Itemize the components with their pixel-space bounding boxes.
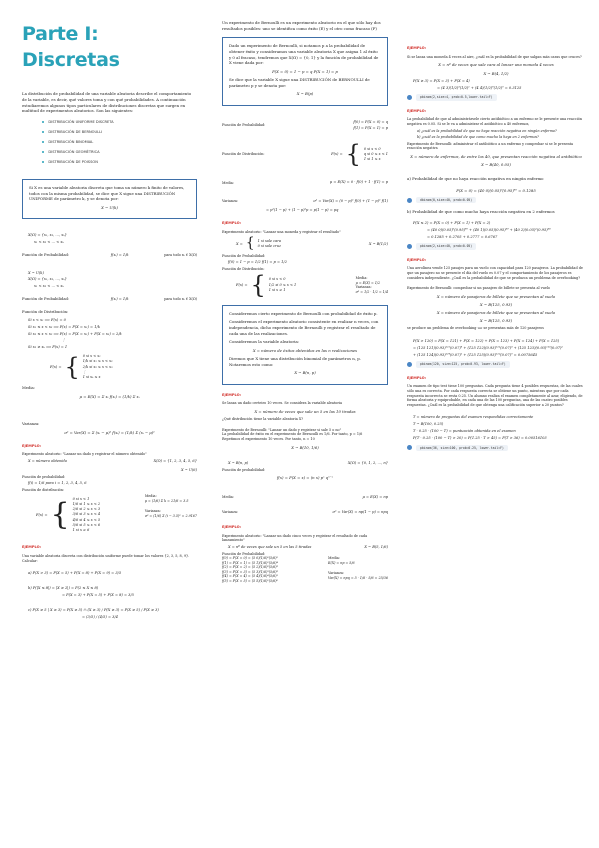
distribution-list: [42, 120, 197, 165]
example-label: EJEMPLO:: [222, 392, 242, 397]
intro-paragraph: La distribución de probabilidad de una variable aleatoria describe el comportamiento de la variable, es decir, qué valores toma y con qué probabilidades. A continuación estudiaremos algunos tipos particulares de distribuciones discretas que surgen en multitud de experimentos aleatorios. Son las siguientes:: [22, 91, 192, 114]
column-3: EJEMPLO: Si se lanza una moneda 4 veces al aire, ¿cuál es la probabilidad de que salgan más caras que cruces? X = nº de veces que sale cara al lanzar una moneda 4 veces X ~ B(4, 1/2) P(X ≥ 3) = P(X = 3) + P(X = 4) = (4 3)(1/2)³(1/2)¹ + (4 4)(1/2)⁴(1/2)⁰ = 0.3125 pbinom(2,size=4, prob=0.5,lower.tail=F) EJEMPLO: La probabilidad de que al administrársele cierto antibiótico a un enfermo se le presente una reacción negativa es 0.05. Si se le va a administrar el antibiótico a 40 enfermos, a) ¿cuál es la probabilidad de que no haya reacción negativa en ningún enfermo? b) ¿cuál es la probabilidad de que como mucho la haya en 2 enfermos? Experimento de Bernoulli: administrar el antibiótico a un enfermo y comprobar si se le presenta reacción negativa X = número de enfermos, de entre los 40, que presentan reacción negativa al antibiótico X ~ B(40, 0.05) a) Probabilidad de que no haya reacción negativa en ningún enfermo P(X = 0) = (40 0)(0.05)⁰(0.95)⁴⁰ = 0.1285 dbinom(0,size=40, prob=0.05) b) Probabilidad de que como mucho haya reacción negativa en 2 enfermos P(X ≤ 2) = P(X = 0) + P(X = 1) + P(X = 2) = (40 0)(0.05)⁰(0.95)⁴⁰ + (40 1)(0.05)(0.95)³⁹ + (40 2)(0.05)²(0.95)³⁸ = 0.1285 + 0.2705 + 0.2777 = 0.6767 pbinom(2,size=40, prob=0.05) EJEMPLO: Una aerolínea vende 125 pasajes para un vuelo con capacidad para 120 pasajeros. La probabilidad de que un pasajero no se presente el día del vuelo es 0.07 y el comportamiento de los pasajeros es considera independiente. ¿Cuál es la probabilidad de que se produzca un problema de overbooking? Experimento de Bernoulli: comprobar si un pasajero de billete se presenta al vuelo X = número de pasajeros de billete que se presentan al vuelo X ~ B(125, 0.93) X = número de pasajeros de billete que se presentan al vuelo X ~ B(125, 0.93) se produce un problema de overbooking ⟺ se presentan más de 120 pasajeros P(X > 120) = P(X = 121) + P(X = 122) + P(X = 123) + P(X = 124) + P(X = 125) = (125 121)(0.93)¹²¹(0.07)⁴ + (125 122)(0.93)¹²²(0.07)³ + (125 123)(0.93)¹²³(0.07)² + (125 124)(0.93)¹²⁴(0.07)¹ + (125 125)(0.93)¹²⁵(0.07)⁰ = 0.0075645 pbinom(120, size=125, prob=0.93, lower.tail=F) EJEMPLO: Un examen de tipo test tiene 100 preguntas. Cada pregunta tiene 4 posibles respuestas, de las cuales sólo una es correcta. Por cada respuesta correcta se obtiene un punto, mientras que por cada respuesta incorrecta se resta 0.25. Un alumno realiza el examen completamente al azar, eligiendo, de forma aleatoria y equiprobable, en cada una de las 100 preguntas, una de las cuatro posibles respuestas. ¿Cuál es la probabilidad de que obtenga una calificación superior a 20 puntos? T = número de preguntas del examen respondidas correctamente T ~ B(100, 0.25) T · 0.25 · (100 − T) = puntuación obtenida en el examen P(T · 0.25 · (100 − T) > 20) = P(1.25 · T > 45) = P(T > 36) = 0.00516103 pbinom(36, size=100, prob=0.25, lower.tail=F): [407, 38, 585, 457]
example-label: EJEMPLO:: [407, 257, 427, 262]
example-label: EJEMPLO:: [407, 108, 427, 113]
list-item: DISTRIBUCIÓN GEOMÉTRICA: [42, 150, 197, 155]
r-icon: [407, 445, 412, 450]
bullet-icon: [42, 121, 44, 123]
bernoulli-mean: Media: μ = E(X) = 0 · f(0) + 1 · f(1) = p: [222, 180, 388, 185]
r-icon: [407, 95, 412, 100]
bernoulli-intro: Un experimento de Bernoulli es un experimento aleatorio en el que sólo hay dos resultados posibles: uno se identifica como éxito (E) y el otro como fracaso (F): [222, 20, 381, 31]
binomial-example-pmf: f(0) = P(X = 0) = (5 0)(1/6)⁰(5/6)⁵ f(1) = P(X = 1) = (5 1)(1/6)¹(5/6)⁴ f(2) = P(X = 2) = (5 2)(1/6)²(5/6)³ f(3) = P(X = 3) = (5 3)(1/6)³(5/6)² f(4) = P(X = 4) = (5 4)(1/6)⁴(5/6)¹ f(5) = P(X = 5) = (5 5)(1/6)⁵(5/6)⁰: [222, 556, 278, 583]
bullet-icon: [42, 141, 44, 143]
binomial-definition-box: Consideremos cierto experimento de Bernoulli con probabilidad de éxito p. Consideremos el experimento aleatorio consistente en realizar n veces, con independencia, dicho experimento de Bernoulli y registrar el resultado de cada una de las realizaciones. Consideremos la variable aleatoria: X = número de éxitos obtenidos en las n realizaciones Diremos que X tiene una distribución binomial de parámetros n, p. Notaremos esto como: X ~ B(n, p): [222, 305, 388, 385]
list-item: DISTRIBUCIÓN UNIFORME DISCRETA: [42, 120, 197, 125]
example-label: EJEMPLO:: [22, 443, 42, 448]
r-icon: [407, 198, 412, 203]
r-code-note: pbinom(120, size=125, prob=0.93, lower.tail=F): [407, 361, 585, 367]
column-1: Parte I: Discretas La distribución de probabilidad de una variable aleatoria describe el comportamiento de la variable, es decir, qué valores toma y con qué probabilidades. A continuación estudiaremos algunos tipos particulares de distribuciones discretas que surgen en multitud de experimentos aleatorios. Son las siguientes: DISTRIBUCIÓN UNIFORME DISCRETA DISTRIBUCIÓN DE BERNOULLI DISTRIBUCIÓN BINOMIAL DISTRIBUCIÓN GEOMÉTRICA DISTRIBUCIÓN DE POISSON Si X es una variable aleatoria discreta que toma un número k finito de valores, todos con la misma probabilidad, se dice que X sigue una DISTRIBUCIÓN UNIFORME de parámetro k, y se denota por: X ~ U(k) X(Ω) = {x₁, x₂, …, xₖ} x₁ < x₂ < … < xₖ Función de Probabilidad: f(xᵢ) = 1/k para todo xᵢ ∈ X(Ω) X ~ U(k) X(Ω) = {x₁, x₂, …, xₖ} x₁ < x₂ < … < xₖ Función de Probabilidad: f(xᵢ) = 1/k para todo xᵢ ∈ X(Ω) Función de Distribución: Si x < x₁ ⟹ F(x) = 0 Si x₁ ≤ x < x₂ ⟹ F(x) = P(X = x₁) = 1/k Si x₂ ≤ x < x₃ ⟹ F(x) = P(X = x₁) + P(X = x₂) = 2/k ⋮ Si x₂ ≥ xₖ ⟹ F(x) = 1 F(x) = { 0 si x < x₁ 1/k si x₁ ≤ x < x₂ 2/k si x₂ ≤ x < x₃ ⋮ 1 si xₖ ≤ x Media: μ = E(X) = Σ xᵢ f(xᵢ) = (1/k) Σ xᵢ Varianza: σ² = Var(X) = Σ (xᵢ − μ)² f(xᵢ) = (1/k) Σ (xᵢ − μ)² EJEMPLO: Experimento aleatorio: "Lanzar un dado y registrar el número obtenido" X = número obtenido X(Ω) = {1, 2, 3, 4, 5, 6} X ~ U(6) Función de probabilidad: f(i) = 1/6 para i = 1, 2, 3, 4, 5, 6 Función de distribución: F(x) = { 0 si x < 1 1/6 si 1 ≤ x < 2 2/6 si 2 ≤ x < 3 3/6 si 3 ≤ x < 4 4/6 si 4 ≤ x < 5 5/6 si 5 ≤ x < 6 1 si x ≥ 6 Media: μ = (1/6) Σ k = 21/6 = 3.5 Varianza: σ² = (1/6) Σ (i − 3.5)² = 2.9167 EJEMPLO: Una variable aleatoria discreta con distribución uniforme puede tomar los valores {2, 3, 5, 8, 9}. Calcular: a) P(X > 3) = P(X = 5) + P(X = 8) + P(X = 9) = 3/5 b) P(|X ≤ 8|) = |X ≥ 2|) = P(2 ≤ X ≤ 8) = P(X = 3) + P(X = 5) + P(X = 8) = 3/5 c) P(X ≥ 5 | X ≥ 3) = P(X ≥ 5) ∩ (X ≥ 3) / P(X ≥ 3) = P(X ≥ 5) / P(X ≥ 3) = (3/5) / (4/5) = 3/4: [22, 23, 197, 619]
uniform-mean: μ = E(X) = Σ xᵢ f(xᵢ) = (1/k) Σ xᵢ: [79, 394, 140, 400]
r-icon: [407, 244, 412, 249]
die-fx-cases: F(x) = { 0 si x < 1 1/6 si 1 ≤ x < 2 2/6 si 2 ≤ x < 3 3/6 si 3 ≤ x < 4 4/6 si 4 ≤ x < 5 5/6 si 5 ≤ x < 6 1 si x ≥ 6: [36, 496, 101, 533]
uniform-fp-row: Función de Probabilidad: f(xᵢ) = 1/k para todo xᵢ ∈ X(Ω): [22, 252, 197, 257]
r-icon: [407, 362, 412, 367]
uniform-fp2-row: Función de Probabilidad: f(xᵢ) = 1/k para todo xᵢ ∈ X(Ω): [22, 296, 197, 302]
r-code-note: dbinom(0,size=40, prob=0.05): [407, 197, 585, 203]
example-label: EJEMPLO:: [407, 46, 427, 50]
list-item: DISTRIBUCIÓN BINOMIAL: [42, 140, 197, 145]
r-code-note: pbinom(2,size=40, prob=0.05): [407, 243, 585, 249]
bernoulli-fp: Función de Probabilidad: f(0) = P(X = 0) = q f(1) = P(X = 1) = p: [222, 119, 388, 131]
example-label: EJEMPLO:: [222, 524, 242, 529]
r-code-note: pbinom(36, size=100, prob=0.25, lower.tail=F): [407, 445, 585, 451]
uniform-fd-lines: Si x < x₁ ⟹ F(x) = 0 Si x₁ ≤ x < x₂ ⟹ F(x) = P(X = x₁) = 1/k Si x₂ ≤ x < x₃ ⟹ F(x) = P(X = x₁) + P(X = x₂) = 2/k ⋮ Si x₂ ≥ xₖ ⟹ F(x) = 1: [28, 317, 122, 350]
bullet-icon: [42, 151, 44, 153]
bernoulli-variance: Varianza: σ² = Var(X) = (0 − p)² f(0) + (1 − p)² f(1): [222, 199, 388, 204]
bernoulli-definition-box: Dado un experimento de Bernoulli, si notamos p a la probabilidad de obtener éxito y consideramos una variable aleatoria X que asigna 1 al éxito y 0 al fracaso, tendremos que X(Ω) = {0, 1} y la función de probabilidad de X viene dada por: P(X = 0) = 1 − p = q P(X = 1) = p Se dice que la variable X sigue una DISTRIBUCIÓN de BERNOULLI de parámetro p y se denota por: X ~ B(p): [222, 37, 388, 105]
list-item: DISTRIBUCIÓN DE POISSON: [42, 160, 197, 165]
r-code-note: pbinom(2,size=4, prob=0.5,lower.tail=F): [407, 94, 585, 100]
column-2: Un experimento de Bernoulli es un experimento aleatorio en el que sólo hay dos resultados posibles: uno se identifica como éxito (E) y el otro como fracaso (F) Dado un experimento de Bernoulli, si notamos p a la probabilidad de obtener éxito y consideramos una variable aleatoria X que asigna 1 al éxito y 0 al fracaso, tendremos que X(Ω) = {0, 1} y la función de probabilidad de X viene dada por: P(X = 0) = 1 − p = q P(X = 1) = p Se dice que la variable X sigue una DISTRIBUCIÓN de BERNOULLI de parámetro p y se denota por: X ~ B(p) Función de Probabilidad: f(0) = P(X = 0) = q f(1) = P(X = 1) = p Función de Distribución: F(x) = { 0 si x < 0 q si 0 ≤ x < 1 1 si 1 ≤ x Media: μ = E(X) = 0 · f(0) + 1 · f(1) = p Varianza: σ² = Var(X) = (0 − p)² f(0) + (1 − p)² f(1) = p²(1 − p) + (1 − p)²p = p(1 − p) = pq EJEMPLO: Experimento aleatorio: "Lanzar una moneda y registrar el resultado" X = { 1 si sale cara 0 si sale cruz X ~ B(1/2) Función de Probabilidad: f(0) = 1 − p = 1/2 f(1) = p = 1/2 Función de Distribución: F(x) = { 0 si x < 0 1/2 si 0 ≤ x < 1 1 si x ≥ 1 Media: μ = E(X) = 1/2 Varianza: σ² = 1/2 · 1/2 = 1/4 Consideremos cierto experimento de Bernoulli con probabilidad de éxito p. Consideremos el experimento aleatorio consistente en realizar n veces, con independencia, dicho experimento de Bernoulli y registrar el resultado de cada una de las realizaciones. Consideremos la variable aleatoria: X = número de éxitos obtenidos en las n realizaciones Diremos que X tiene una distribución binomial de parámetros n, p. Notaremos esto como: X ~ B(n, p) EJEMPLO: Se lanza un dado certeiro 10 veces. Se considera la variable aleatoria X = número de veces que sale un 5 en las 10 tiradas ¿Qué distribución tiene la variable aleatoria X? Experimento de Bernoulli: "Lanzar un dado y registrar si sale 5 o no" La probabilidad de éxito en el experimento de Bernoulli es 1/6. Por tanto, p = 1/6 Repetimos el experimento 10 veces. Por tanto, n = 10 X ~ B(10, 1/6) X ~ B(n, p) X(Ω) = {0, 1, 2, …, n} Función de probabilidad: f(x) = P(X = x) = (n x) pˣ qⁿ⁻ˣ Media: μ = E(X) = np Varianza: σ² = Var(X) = np(1 − p) = npq EJEMPLO: Experimento aleatorio: "Lanzar un dado cinco veces y registrar el resultado de cada lanzamiento" X = nº de veces que sale un 5 en las 5 tiradas X ~ B(5, 1/6) Función de Probabilidad: f(0) = P(X = 0) = (5 0)(1/6)⁰(5/6)⁵ f(1) = P(X = 1) = (5 1)(1/6)¹(5/6)⁴ f(2) = P(X = 2) = (5 2)(1/6)²(5/6)³ f(3) = P(X = 3) = (5 3)(1/6)³(5/6)² f(4) = P(X = 4) = (5 4)(1/6)⁴(5/6)¹ f(5) = P(X = 5) = (5 5)(1/6)⁵(5/6)⁰ Media: E(X) = np = 5/6 Varianza: Var(X) = npq = 5 · 1/6 · 5/6 = 25/36: [222, 20, 388, 583]
uniform-fx-cases: F(x) = { 0 si x < x₁ 1/k si x₁ ≤ x < x₂ 2/k si x₂ ≤ x < x₃ ⋮ 1 si xₖ ≤ x: [50, 352, 113, 381]
example-label: EJEMPLO:: [22, 545, 42, 550]
page-title: Parte I: Discretas: [22, 23, 120, 71]
list-item: DISTRIBUCIÓN DE BERNOULLI: [42, 130, 197, 135]
uniform-definition-box: Si X es una variable aleatoria discreta que toma un número k finito de valores, todos con la misma probabilidad, se dice que X sigue una DISTRIBUCIÓN UNIFORME de parámetro k, y se denota por: X ~ U(k): [22, 179, 197, 219]
example-label: EJEMPLO:: [222, 220, 242, 225]
bullet-icon: [42, 131, 44, 133]
example-label: EJEMPLO:: [407, 375, 427, 380]
bullet-icon: [42, 161, 44, 163]
uniform-variance: σ² = Var(X) = Σ (xᵢ − μ)² f(xᵢ) = (1/k) Σ (xᵢ − μ)²: [64, 430, 155, 436]
bernoulli-fd: Función de Distribución: F(x) = { 0 si x < 0 q si 0 ≤ x < 1 1 si 1 ≤ x: [222, 140, 388, 169]
